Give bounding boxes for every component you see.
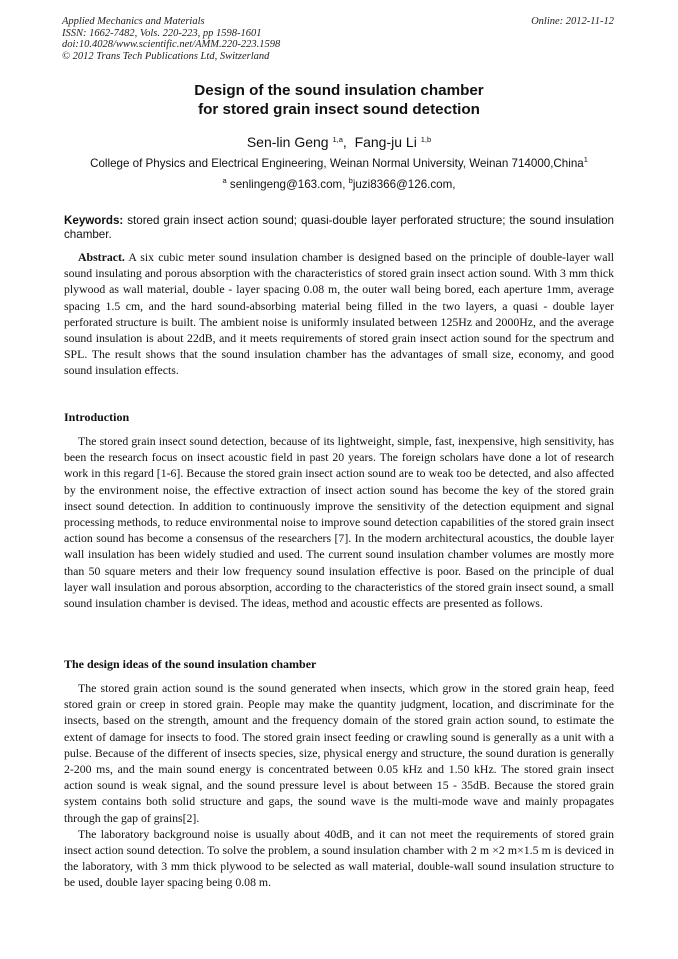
paragraph: The stored grain insect sound detection, because of its lightweight, simple, fast, inexpensive, high sensitivity, has been the research focus on insect acoustic field in past 20 years. The foreign scholars have done a lot of research work in this regard [1-6]. Because the stored grain insect action sound are to weak too be detected, and also affected by the environment noise, the effective extraction of insect action sound has become the key of the stored grain insect sound detection. In addition to continuously improve the sensitivity of the detection equipment and signal processing methods, to reduce environmental noise to improve sound detection capabilities of the stored grain insect action sound has become a consensus of the researchers [7]. In the modern architectural acoustics, the double layer wall insulation has been widely studied and used. The current sound insulation chamber volumes are mostly more than 50 square meters and their low frequency sound insulation effective is poor. Based on the principle of dual layer wall insulation and porous absorption, according to the characteristics of the stored grain insect sound, a small sound insulation chamber is devised. The ideas, method and acoustic effects are presented as follows. — [64, 434, 614, 611]
paragraph: The laboratory background noise is usually about 40dB, and it can not meet the requirements of stored grain insect action sound detection. To solve the problem, a sound insulation chamber with 2 m ×2 m×1.5 m is deviced in the laboratory, with 3 mm thick plywood to be selected as wall material, double-wall sound insulation structure to be used, double layer spacing being 0.08 m. — [64, 826, 614, 890]
author-list — [0, 133, 678, 151]
abstract-text: A six cubic meter sound insulation chamber is designed based on the principle of double-layer wall sound insulating and porous absorption with the characteristics of stored grain insect action sound. With 3 mm thick plywood as wall material, double - layer spacing 0.08 m, the outer wall being bored, each aperture 1mm, average spacing 1.5 cm, and the hard sound-absorbing material being filled in the two layers, a quasi - double layer perforated structure is built. The ambient noise is uniformly insulated between 125Hz and 2000Hz, and the average sound insulation is about 22dB, and it meets requirements of stored grain insect action sound for the spectrum and SPL. The result shows that the sound insulation chamber has the advantages of small size, economy, and good sound insulation effects. — [64, 250, 614, 378]
email-b: juzi8366@126.com, — [352, 178, 456, 191]
author-1-name: Sen-lin Geng — [246, 134, 329, 150]
introduction-body — [64, 433, 614, 611]
section-heading-introduction: Introduction — [64, 410, 130, 424]
affiliation-text: College of Physics and Electrical Engineering, Weinan Normal University, Weinan 714000,China — [90, 157, 584, 170]
author-emails — [0, 178, 678, 192]
email-a: senlingeng@163.com, — [229, 178, 346, 191]
abstract — [64, 249, 614, 379]
doi-line: doi:10.4028/www.scientific.net/AMM.220-223.1598 — [62, 39, 281, 50]
copyright-line: © 2012 Trans Tech Publications Ltd, Switzerland — [62, 50, 270, 62]
title-line-1: Design of the sound insulation chamber — [194, 82, 484, 99]
author-2-name: Fang-ju Li — [354, 134, 417, 150]
affiliation-sup: 1 — [583, 155, 588, 164]
keywords — [64, 214, 614, 242]
paragraph: The stored grain action sound is the sound generated when insects, which grow in the stored grain heap, feed stored grain or creep in stored grain. People may make the quantity judgment, location, and discriminate for the insects, based on the strength, amount and the frequency domain of the stored grain action sound, to estimate the extent of damage for insects to food. The stored grain insect feeding or crawling sound is generally as a unit with a pulse. Because of the different of insects species, size, physical energy and structure, the sound duration is generally 2-200 ms, and the main sound energy is concentrated between 0.05 kHz and 1.50 kHz. The stored grain insect action sound is weak signal, and the sound pressure level is about between 15 - 35dB. Because the stored grain system contains both solid structure and gaps, the sound wave is the multi-mode wave and mainly propagates through the gap of grains[2]. — [64, 681, 614, 825]
author-2-affil: 1,b — [420, 135, 432, 144]
keywords-label: Keywords: — [64, 214, 124, 227]
design-body — [64, 680, 614, 891]
author-1-affil: 1,a — [332, 135, 343, 144]
section-heading-design: The design ideas of the sound insulation chamber — [64, 657, 317, 671]
online-date: Online: 2012-11-12 — [531, 16, 614, 27]
journal-header — [62, 16, 280, 62]
abstract-label: Abstract. — [78, 250, 125, 264]
title-line-2: for stored grain insect sound detection — [198, 101, 480, 118]
email-a-marker: a — [222, 176, 227, 185]
author-separator: , — [342, 134, 347, 150]
journal-name: Applied Mechanics and Materials — [62, 16, 205, 27]
paper-title — [0, 81, 678, 119]
keywords-text: stored grain insect action sound; quasi-double layer perforated structure; the sound insulation chamber. — [64, 214, 614, 241]
affiliation — [0, 157, 678, 171]
email-b-marker: b — [348, 176, 353, 185]
issn-line: ISSN: 1662-7482, Vols. 220-223, pp 1598-1601 — [62, 27, 262, 39]
